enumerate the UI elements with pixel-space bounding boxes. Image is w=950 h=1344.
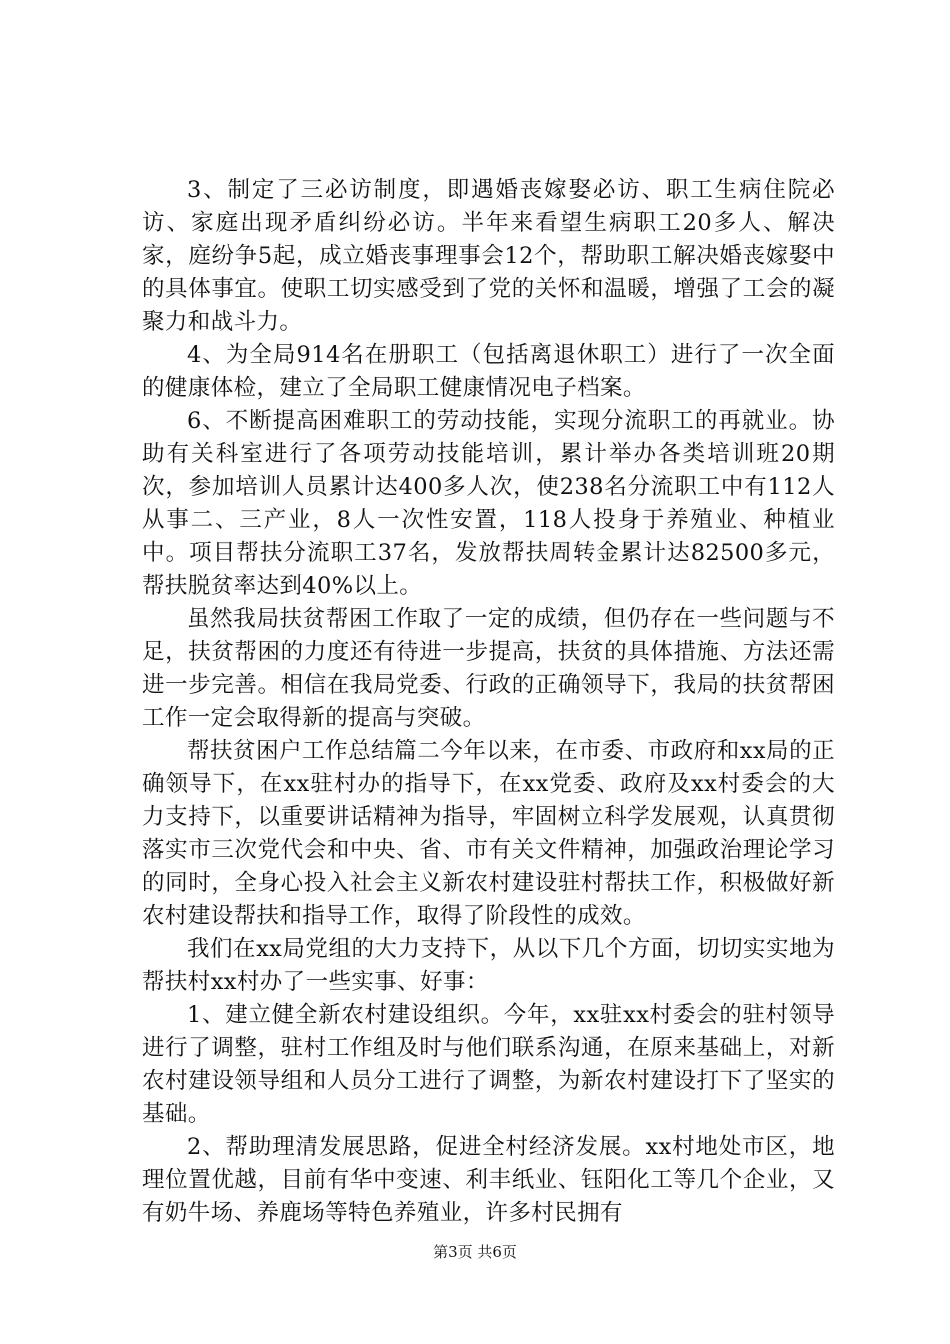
paragraph-4: 虽然我局扶贫帮困工作取了一定的成绩，但仍存在一些问题与不足，扶贫帮困的力度还有待进一步提高，扶贫的具体措施、方法还需进一步完善。相信在我局党委、行政的正确领导下，我局的扶贫帮困工作一定会取得新的提高与突破。 (142, 606, 835, 731)
paragraph-1: 3、制定了三必访制度，即遇婚丧嫁娶必访、职工生病住院必访、家庭出现矛盾纠纷必访。半年来看望生病职工20多人、解决家，庭纷争5起，成立婚丧事理事会12个，帮助职工解决婚丧嫁娶中的具体事宜。使职工切实感受到了党的关怀和温暖，增强了工会的凝聚力和战斗力。 (142, 177, 835, 335)
paragraph-8: 2、帮助理清发展思路，促进全村经济发展。xx村地处市区，地理位置优越，目前有华中变速、利丰纸业、钰阳化工等几个企业，又有奶牛场、养鹿场等特色养殖业，许多村民拥有 (142, 1134, 835, 1226)
paragraph-3: 6、不断提高困难职工的劳动技能，实现分流职工的再就业。协助有关科室进行了各项劳动技能培训，累计举办各类培训班20期次，参加培训人员累计达400多人次，使238名分流职工中有112人从事二、三产业，8人一次性安置，118人投身于养殖业、种植业中。项目帮扶分流职工37名，发放帮扶周转金累计达82500多元，帮扶脱贫率达到40%以上。 (142, 408, 835, 599)
paragraph-2: 4、为全局914名在册职工（包括离退休职工）进行了一次全面的健康体检，建立了全局职工健康情况电子档案。 (142, 342, 835, 401)
page-footer: 第3页 共6页 (433, 1243, 517, 1261)
paragraph-6: 我们在xx局党组的大力支持下，从以下几个方面，切切实实地为帮扶村xx村办了一些实事、好事： (142, 936, 835, 995)
paragraph-5: 帮扶贫困户工作总结篇二今年以来，在市委、市政府和xx局的正确领导下，在xx驻村办的指导下，在xx党委、政府及xx村委会的大力支持下，以重要讲话精神为指导，牢固树立科学发展观，认真贯彻落实市三次党代会和中央、省、市有关文件精神，加强政治理论学习的同时，全身心投入社会主义新农村建设驻村帮扶工作，积极做好新农村建设帮扶和指导工作，取得了阶段性的成效。 (142, 738, 835, 929)
paragraph-7: 1、建立健全新农村建设组织。今年，xx驻xx村委会的驻村领导进行了调整，驻村工作组及时与他们联系沟通，在原来基础上，对新农村建设领导组和人员分工进行了调整，为新农村建设打下了坚实的基础。 (142, 1002, 835, 1127)
document-body (142, 174, 835, 1230)
